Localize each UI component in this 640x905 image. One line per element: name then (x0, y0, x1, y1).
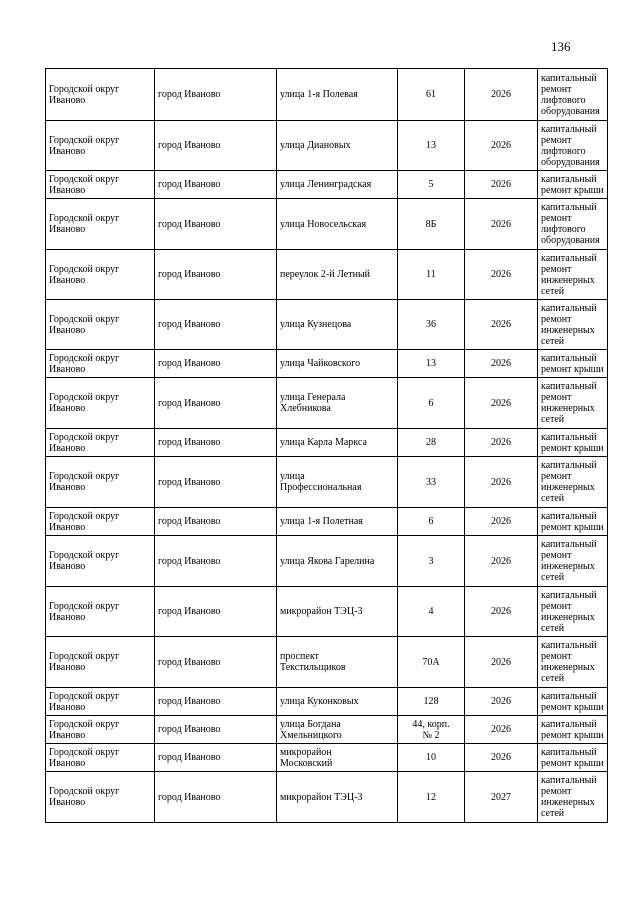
work-type-cell: капитальный ремонт крыши (538, 716, 608, 744)
street-cell: улица Якова Гарелина (277, 536, 398, 587)
district-cell: Городской округ Иваново (46, 378, 155, 429)
table-row (46, 69, 608, 121)
work-type-cell: капитальный ремонт инженерных сетей (538, 536, 608, 587)
table-row (46, 716, 608, 744)
street-cell: улица Чайковского (277, 350, 398, 378)
district-cell: Городской округ Иваново (46, 536, 155, 587)
district-cell: Городской округ Иваново (46, 772, 155, 823)
city-cell: город Иваново (155, 744, 277, 772)
city-cell: город Иваново (155, 688, 277, 716)
house-number-cell: 36 (398, 300, 465, 350)
street-cell: улица Новосельская (277, 199, 398, 250)
district-cell: Городской округ Иваново (46, 69, 155, 121)
street-cell: улица Куконковых (277, 688, 398, 716)
street-cell: улица Богдана Хмельницкого (277, 716, 398, 744)
year-cell: 2026 (465, 69, 538, 121)
district-cell: Городской округ Иваново (46, 587, 155, 637)
year-cell: 2026 (465, 250, 538, 300)
table-row (46, 121, 608, 171)
district-cell: Городской округ Иваново (46, 716, 155, 744)
district-cell: Городской округ Иваново (46, 121, 155, 171)
house-number-cell: 8Б (398, 199, 465, 250)
house-number-cell: 61 (398, 69, 465, 121)
work-type-cell: капитальный ремонт инженерных сетей (538, 587, 608, 637)
city-cell: город Иваново (155, 300, 277, 350)
street-cell: улица Профессиональная (277, 457, 398, 508)
street-cell: улица Карла Маркса (277, 429, 398, 457)
year-cell: 2027 (465, 772, 538, 823)
house-number-cell: 10 (398, 744, 465, 772)
house-number-cell: 33 (398, 457, 465, 508)
city-cell: город Иваново (155, 250, 277, 300)
work-type-cell: капитальный ремонт инженерных сетей (538, 457, 608, 508)
house-number-cell: 70А (398, 637, 465, 688)
street-cell: улица 1-я Полетная (277, 508, 398, 536)
work-type-cell: капитальный ремонт лифтового оборудования (538, 69, 608, 121)
street-cell: микрорайон ТЭЦ-3 (277, 772, 398, 823)
city-cell: город Иваново (155, 716, 277, 744)
district-cell: Городской округ Иваново (46, 744, 155, 772)
city-cell: город Иваново (155, 69, 277, 121)
table-row (46, 587, 608, 637)
table-row (46, 457, 608, 508)
house-number-cell: 6 (398, 508, 465, 536)
district-cell: Городской округ Иваново (46, 300, 155, 350)
work-type-cell: капитальный ремонт инженерных сетей (538, 378, 608, 429)
house-number-cell: 5 (398, 171, 465, 199)
repair-registry-table (45, 68, 608, 823)
city-cell: город Иваново (155, 171, 277, 199)
city-cell: город Иваново (155, 637, 277, 688)
work-type-cell: капитальный ремонт крыши (538, 350, 608, 378)
year-cell: 2026 (465, 429, 538, 457)
table-row (46, 250, 608, 300)
city-cell: город Иваново (155, 350, 277, 378)
year-cell: 2026 (465, 688, 538, 716)
year-cell: 2026 (465, 171, 538, 199)
house-number-cell: 12 (398, 772, 465, 823)
table-row (46, 744, 608, 772)
table-row (46, 688, 608, 716)
work-type-cell: капитальный ремонт инженерных сетей (538, 250, 608, 300)
city-cell: город Иваново (155, 429, 277, 457)
city-cell: город Иваново (155, 536, 277, 587)
district-cell: Городской округ Иваново (46, 199, 155, 250)
street-cell: улица Ленинградская (277, 171, 398, 199)
street-cell: улица Диановых (277, 121, 398, 171)
street-cell: улица 1-я Полевая (277, 69, 398, 121)
house-number-cell: 28 (398, 429, 465, 457)
work-type-cell: капитальный ремонт лифтового оборудования (538, 199, 608, 250)
table-row (46, 378, 608, 429)
table-row (46, 429, 608, 457)
city-cell: город Иваново (155, 508, 277, 536)
year-cell: 2026 (465, 587, 538, 637)
district-cell: Городской округ Иваново (46, 250, 155, 300)
work-type-cell: капитальный ремонт крыши (538, 508, 608, 536)
house-number-cell: 44, корп. № 2 (398, 716, 465, 744)
district-cell: Городской округ Иваново (46, 508, 155, 536)
city-cell: город Иваново (155, 378, 277, 429)
work-type-cell: капитальный ремонт крыши (538, 429, 608, 457)
street-cell: проспект Текстильщиков (277, 637, 398, 688)
work-type-cell: капитальный ремонт крыши (538, 688, 608, 716)
district-cell: Городской округ Иваново (46, 688, 155, 716)
city-cell: город Иваново (155, 121, 277, 171)
table-row (46, 199, 608, 250)
year-cell: 2026 (465, 508, 538, 536)
year-cell: 2026 (465, 536, 538, 587)
year-cell: 2026 (465, 744, 538, 772)
district-cell: Городской округ Иваново (46, 637, 155, 688)
district-cell: Городской округ Иваново (46, 171, 155, 199)
year-cell: 2026 (465, 457, 538, 508)
work-type-cell: капитальный ремонт крыши (538, 744, 608, 772)
table-row (46, 536, 608, 587)
district-cell: Городской округ Иваново (46, 350, 155, 378)
work-type-cell: капитальный ремонт лифтового оборудования (538, 121, 608, 171)
house-number-cell: 11 (398, 250, 465, 300)
table-row (46, 300, 608, 350)
street-cell: микрорайон ТЭЦ-3 (277, 587, 398, 637)
year-cell: 2026 (465, 637, 538, 688)
district-cell: Городской округ Иваново (46, 457, 155, 508)
street-cell: улица Генерала Хлебникова (277, 378, 398, 429)
work-type-cell: капитальный ремонт инженерных сетей (538, 772, 608, 823)
house-number-cell: 6 (398, 378, 465, 429)
house-number-cell: 4 (398, 587, 465, 637)
house-number-cell: 128 (398, 688, 465, 716)
house-number-cell: 3 (398, 536, 465, 587)
year-cell: 2026 (465, 378, 538, 429)
street-cell: улица Кузнецова (277, 300, 398, 350)
table-row (46, 171, 608, 199)
year-cell: 2026 (465, 121, 538, 171)
year-cell: 2026 (465, 350, 538, 378)
registry-body (46, 69, 608, 823)
street-cell: микрорайон Московский (277, 744, 398, 772)
table-row (46, 772, 608, 823)
city-cell: город Иваново (155, 772, 277, 823)
work-type-cell: капитальный ремонт инженерных сетей (538, 300, 608, 350)
work-type-cell: капитальный ремонт инженерных сетей (538, 637, 608, 688)
district-cell: Городской округ Иваново (46, 429, 155, 457)
year-cell: 2026 (465, 300, 538, 350)
table-row (46, 350, 608, 378)
year-cell: 2026 (465, 716, 538, 744)
house-number-cell: 13 (398, 350, 465, 378)
house-number-cell: 13 (398, 121, 465, 171)
street-cell: переулок 2-й Летный (277, 250, 398, 300)
city-cell: город Иваново (155, 199, 277, 250)
city-cell: город Иваново (155, 457, 277, 508)
table-row (46, 508, 608, 536)
year-cell: 2026 (465, 199, 538, 250)
work-type-cell: капитальный ремонт крыши (538, 171, 608, 199)
table-row (46, 637, 608, 688)
city-cell: город Иваново (155, 587, 277, 637)
page-number: 136 (551, 39, 571, 54)
